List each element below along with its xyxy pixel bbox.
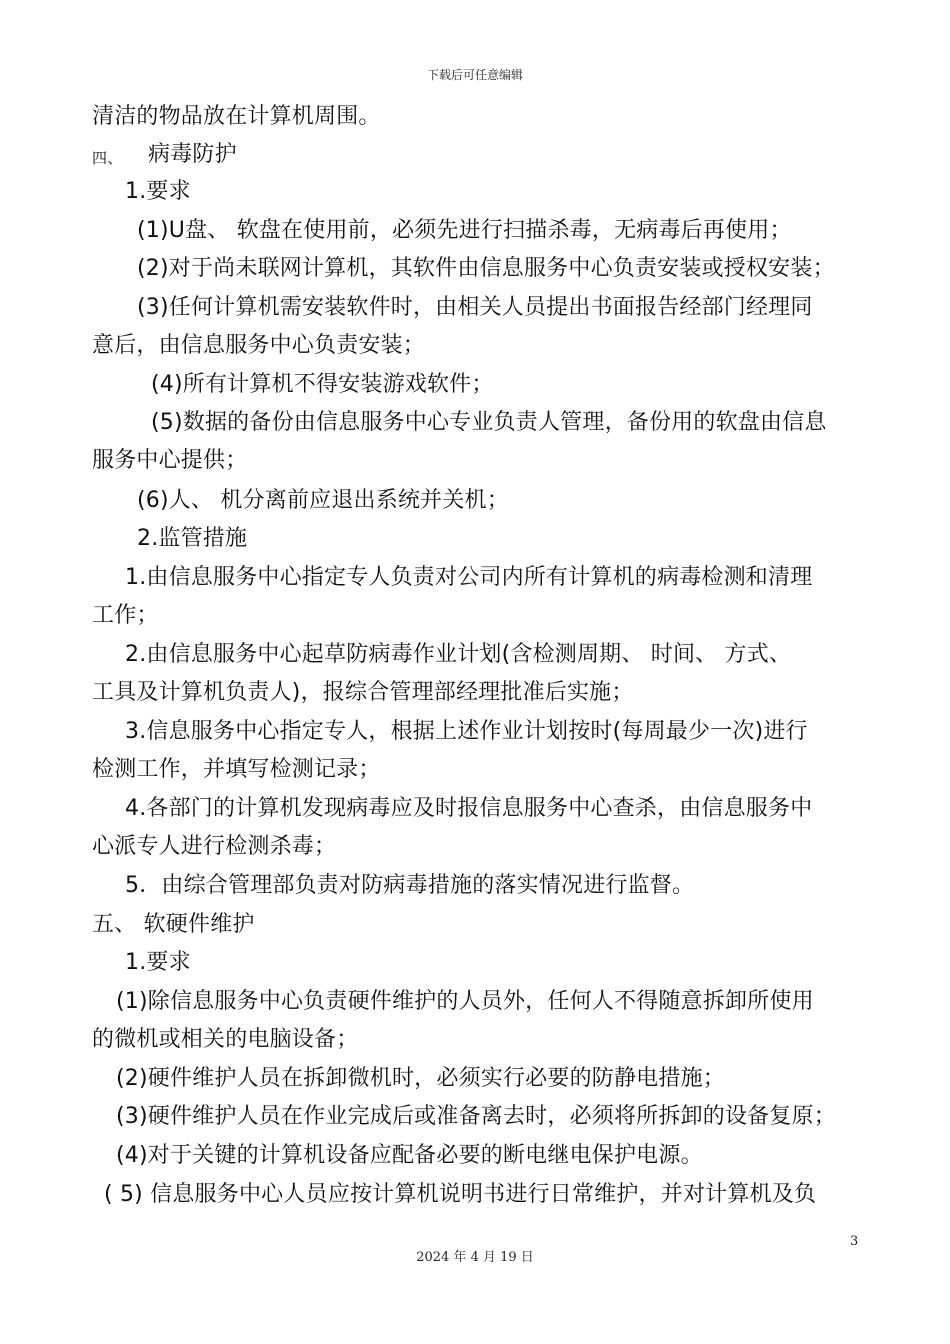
section-heading: 病毒防护 bbox=[148, 142, 237, 167]
body-line: (2)对于尚未联网计算机，其软件由信息服务中心负责安装或授权安装； bbox=[137, 256, 835, 281]
body-line: 服务中心提供； bbox=[92, 448, 248, 473]
body-line: 工具及计算机负责人)，报综合管理部经理批准后实施； bbox=[92, 680, 634, 705]
section-heading: 五、 软硬件维护 bbox=[92, 912, 255, 937]
body-line: (6)人、 机分离前应退出系统并关机； bbox=[137, 488, 509, 513]
body-line: (1)U盘、 软盘在使用前，必须先进行扫描杀毒，无病毒后再使用； bbox=[137, 218, 792, 243]
body-line: 5．由综合管理部负责对防病毒措施的落实情况进行监督。 bbox=[125, 873, 695, 898]
subsection-heading: 1.要求 bbox=[125, 179, 191, 204]
page-header: 下载后可任意编辑 bbox=[426, 68, 523, 82]
footer-date: 2024 年 4 月 19 日 bbox=[416, 1250, 534, 1265]
body-line: (4)所有计算机不得安装游戏软件； bbox=[151, 372, 494, 397]
body-line: (1)除信息服务中心负责硬件维护的人员外，任何人不得随意拆卸所使用 bbox=[116, 989, 814, 1014]
body-line: 清洁的物品放在计算机周围。 bbox=[92, 104, 381, 129]
body-line: 3.信息服务中心指定专人，根据上述作业计划按时(每周最少一次)进行 bbox=[125, 719, 808, 744]
body-line: 4.各部门的计算机发现病毒应及时报信息服务中心查杀，由信息服务中 bbox=[125, 796, 813, 821]
subsection-heading: 2.监管措施 bbox=[137, 526, 248, 551]
body-line: (4)对于关键的计算机设备应配备必要的断电继电保护电源。 bbox=[116, 1143, 703, 1168]
body-line: (3)任何计算机需安装软件时，由相关人员提出书面报告经部门经理同 bbox=[137, 295, 813, 320]
page-number: 3 bbox=[850, 1234, 859, 1249]
body-line: 心派专人进行检测杀毒； bbox=[92, 834, 337, 859]
section-number: 四、 bbox=[92, 149, 123, 167]
body-line: 意后，由信息服务中心负责安装； bbox=[92, 333, 426, 358]
body-line: 1.由信息服务中心指定专人负责对公司内所有计算机的病毒检测和清理 bbox=[125, 565, 813, 590]
body-line: 2.由信息服务中心起草防病毒作业计划(含检测周期、 时间、 方式、 bbox=[125, 642, 792, 667]
body-line: (3)硬件维护人员在作业完成后或准备离去时，必须将所拆卸的设备复原； bbox=[116, 1104, 836, 1129]
body-line: ( 5) 信息服务中心人员应按计算机说明书进行日常维护，并对计算机及负 bbox=[104, 1182, 817, 1207]
body-line: (2)硬件维护人员在拆卸微机时，必须实行必要的防静电措施； bbox=[116, 1066, 725, 1091]
subsection-heading: 1.要求 bbox=[125, 950, 191, 975]
body-line: (5)数据的备份由信息服务中心专业负责人管理，备份用的软盘由信息 bbox=[151, 410, 827, 435]
body-line: 的微机或相关的电脑设备； bbox=[92, 1027, 359, 1052]
body-line: 工作； bbox=[92, 603, 159, 628]
body-line: 检测工作，并填写检测记录； bbox=[92, 757, 381, 782]
